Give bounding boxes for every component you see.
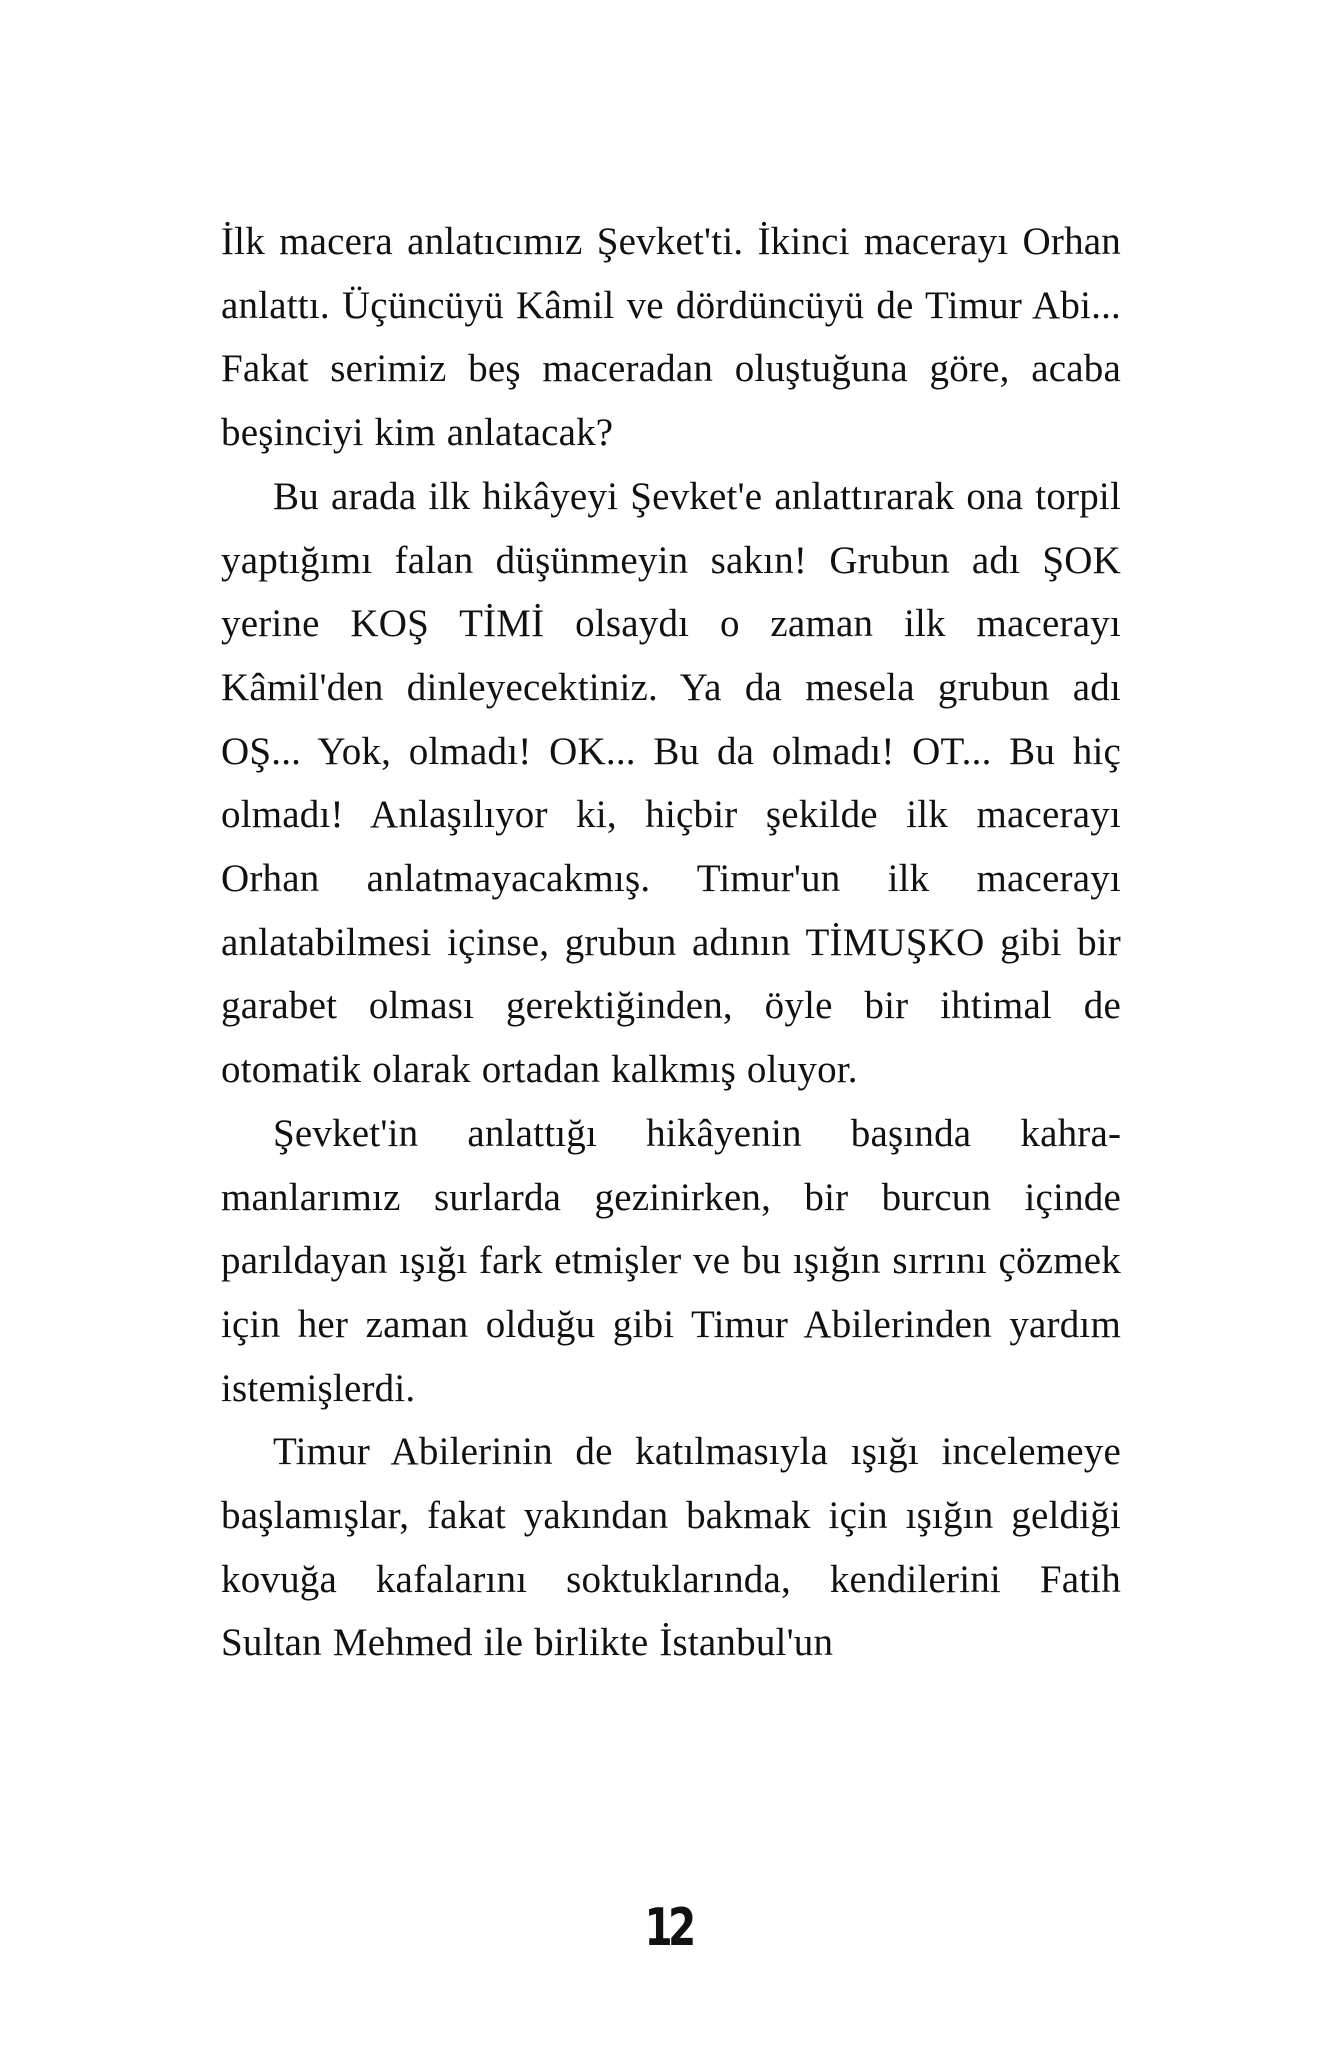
paragraph-3: Şevket'in anlattığı hikâyenin başında kahramanlarımız surlarda gezinirken, bir burcun içinde parıldayan ışığı fark etmişler ve bu ışığın sırrını çözmek için her zaman olduğu gibi Timur Abilerinden yardım istemişlerdi. — [221, 1111, 1121, 1410]
paragraph-2: Bu arada ilk hikâyeyi Şevket'e anlattırarak ona torpil yaptığımı falan düşünmeyin sakın! Grubun adı ŞOK yerine KOŞ TİMİ olsaydı o zaman ilk macerayı Kâmil'den dinleyecektiniz. Ya da mesela grubun adı OŞ... Yok, olmadı! OK... Bu da olmadı! OT... Bu hiç olmadı! Anlaşılıyor ki, hiçbir şekilde ilk macerayı Orhan anlatmayacakmış. Timur'un ilk macerayı anlatabilmesi içinse, grubun adının TİMUŞKO gibi bir garabet olması gerektiğinden, öyle bir ihtimal de otomatik olarak ortadan kalkmış oluyor. — [221, 474, 1121, 1092]
page-number: 12 — [644, 1898, 692, 1958]
body-text — [221, 210, 1121, 1675]
paragraph-4: Timur Abilerinin de katılmasıyla ışığı incelemeye başlamışlar, fakat yakından bakmak için ışığın geldiği kovuğa kafalarını soktuklarında, kendilerini Fatih Sultan Mehmed ile birlikte İstanbul'un — [221, 1430, 1121, 1665]
paragraph-1: İlk macera anlatıcımız Şevket'ti. İkinci macerayı Orhan anlattı. Üçüncüyü Kâmil ve dördüncüyü de Timur Abi... Fakat serimiz beş maceradan oluştuğuna göre, acaba beşinciyi kim anlatacak? — [221, 220, 1121, 455]
